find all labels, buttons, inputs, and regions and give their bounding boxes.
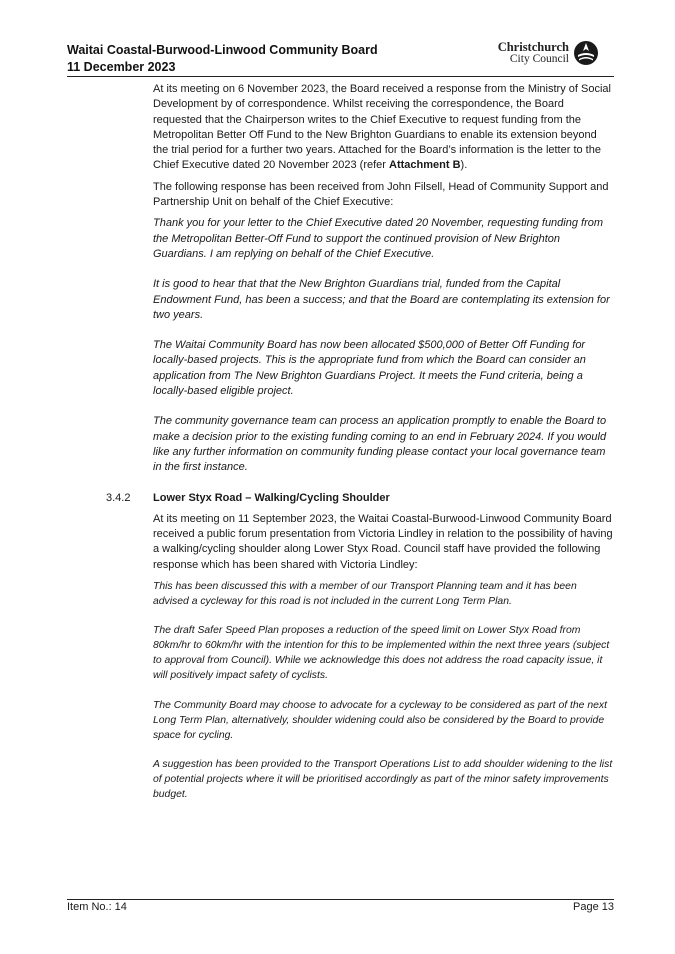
paragraph-end: ).: [460, 159, 468, 172]
council-logo: [497, 40, 607, 68]
logo-text: [497, 41, 569, 65]
header-divider: [67, 76, 614, 77]
section-title: Lower Styx Road – Walking/Cycling Shoulder: [153, 491, 390, 504]
staff-response-quote: [153, 579, 614, 802]
attachment-reference: Attachment B: [389, 159, 461, 172]
logo-line-2: City Council: [509, 53, 569, 65]
document-header-title: [67, 42, 378, 76]
paragraph-lower-styx: At its meeting on 11 September 2023, the Waitai Coastal-Burwood-Linwood Community Board received a public forum presentation from Victoria Lindley in relation to the possibility of having a walking/cycling shoulder along Lower Styx Road. Council staff have provided the following response which has been shared with Victoria Lindley:: [153, 512, 613, 571]
paragraph-response-intro: The following response has been received from John Filsell, Head of Community Support and Partnership Unit on behalf of the Chief Executive:: [153, 180, 609, 209]
quote-paragraph: The Waitai Community Board has now been allocated $500,000 of Better Off Funding for locally-based projects. This is the appropriate fund from which the Board can consider an application from The New Brighton Guardians Project. It meets the Fund criteria, being a locally-based eligible project.: [153, 339, 586, 398]
quote-paragraph: It is good to hear that that the New Brighton Guardians trial, funded from the Capital Endowment Fund, has been a success; and that the Board are contemplating its extension for two years.: [153, 278, 610, 321]
section-number: 3.4.2: [106, 491, 131, 504]
cathedral-emblem-icon: [573, 40, 599, 66]
footer-item-number: Item No.: 14: [67, 901, 127, 913]
quote-paragraph: The draft Safer Speed Plan proposes a reduction of the speed limit on Lower Styx Road from 80km/hr to 60km/hr with the intention for this to be implemented within the next three years (subject to approval from Council). While we acknowledge this does not address the road capacity issue, it will positively impact safety of cyclists.: [153, 625, 610, 682]
paragraph-board-meeting: [153, 82, 614, 174]
section-heading: [106, 491, 614, 506]
chief-executive-response-quote: [153, 216, 614, 475]
board-name: Waitai Coastal-Burwood-Linwood Community Board: [67, 43, 378, 57]
quote-paragraph: A suggestion has been provided to the Transport Operations List to add shoulder widening to the list of potential projects where it will be prioritised accordingly as part of the minor safety improvements budget.: [153, 758, 613, 801]
paragraph-text: At its meeting on 6 November 2023, the Board received a response from the Ministry of Social Development by of correspondence. Whilst receiving the correspondence, the Board requested that the Chairperson writes to the Chief Executive to request funding from the Metropolitan Better Off Fund to the New Brighton Guardians to enable its extension beyond the trial period for a further two years. Attached for the Board’s information is the letter to the Chief Executive dated 20 November 2023 (refer: [153, 83, 611, 172]
quote-paragraph: Thank you for your letter to the Chief Executive dated 20 November, requesting funding from the Metropolitan Better-Off Fund to support the continued provision of New Brighton Guardians. I am replying on behalf of the Chief Executive.: [153, 217, 604, 260]
quote-paragraph: The community governance team can process an application promptly to enable the Board to make a decision prior to the existing funding coming to an end in February 2024. If you would like any further information on community funding please contact your local governance team in the first instance.: [153, 415, 607, 474]
footer-divider: [67, 899, 614, 900]
main-content: [106, 82, 614, 816]
footer-page-number: Page 13: [573, 901, 614, 913]
quote-paragraph: The Community Board may choose to advocate for a cycleway to be considered as part of the next Long Term Plan, alternatively, shoulder widening could also be considered by the Board to provide space for cycling.: [153, 699, 607, 741]
logo-line-1: Christchurch: [497, 40, 569, 54]
quote-paragraph: This has been discussed this with a member of our Transport Planning team and it has been advised a cycleway for this road is not included in the current Long Term Plan.: [153, 581, 577, 608]
meeting-date: 11 December 2023: [67, 60, 176, 74]
